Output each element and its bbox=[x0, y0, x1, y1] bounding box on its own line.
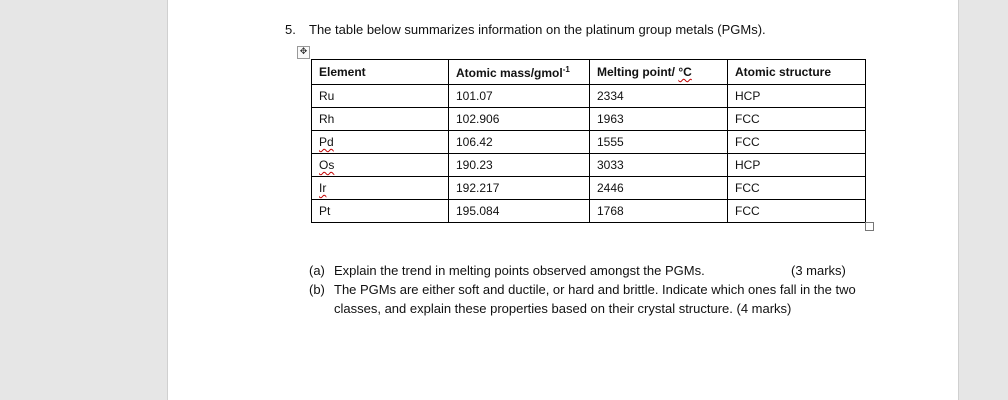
header-structure: Atomic structure bbox=[728, 60, 866, 85]
cell-structure: FCC bbox=[728, 200, 866, 223]
cell-mass: 102.906 bbox=[449, 108, 590, 131]
cell-structure: FCC bbox=[728, 177, 866, 200]
cell-mass: 192.217 bbox=[449, 177, 590, 200]
cell-mass: 106.42 bbox=[449, 131, 590, 154]
pgm-table bbox=[311, 59, 866, 223]
part-a-label: (a) bbox=[309, 263, 325, 278]
cell-element bbox=[312, 177, 449, 200]
header-atomic-mass-exponent: -1 bbox=[562, 64, 570, 74]
header-element: Element bbox=[312, 60, 449, 85]
table-resize-icon[interactable] bbox=[865, 222, 874, 231]
cell-melting: 1555 bbox=[590, 131, 728, 154]
header-melting-label: Melting point/ bbox=[597, 65, 679, 79]
table-row bbox=[312, 85, 866, 108]
header-atomic-mass bbox=[449, 60, 590, 85]
part-b-label: (b) bbox=[309, 282, 325, 297]
cell-melting: 1768 bbox=[590, 200, 728, 223]
header-atomic-mass-label: Atomic mass/gmol bbox=[456, 65, 563, 80]
header-melting-unit: °C bbox=[678, 65, 692, 79]
cell-element bbox=[312, 131, 449, 154]
cell-element: Pt bbox=[312, 200, 449, 223]
header-melting-point bbox=[590, 60, 728, 85]
table-header-row bbox=[312, 60, 866, 85]
part-a-marks: (3 marks) bbox=[791, 263, 846, 278]
cell-melting: 3033 bbox=[590, 154, 728, 177]
part-b-text: The PGMs are either soft and ductile, or hard and brittle. Indicate which ones fall in the two classes, and explain these properties based on their crystal structure. (4 marks) bbox=[334, 282, 856, 316]
cell-structure: HCP bbox=[728, 154, 866, 177]
part-a bbox=[309, 261, 869, 280]
cell-element: Rh bbox=[312, 108, 449, 131]
cell-melting: 1963 bbox=[590, 108, 728, 131]
cell-element-text: Ir bbox=[319, 181, 327, 195]
cell-mass: 101.07 bbox=[449, 85, 590, 108]
question-line bbox=[285, 22, 766, 37]
cell-element bbox=[312, 154, 449, 177]
table-row bbox=[312, 200, 866, 223]
cell-element: Ru bbox=[312, 85, 449, 108]
question-text: The table below summarizes information on the platinum group metals (PGMs). bbox=[309, 22, 766, 37]
table-row bbox=[312, 177, 866, 200]
table-row bbox=[312, 131, 866, 154]
cell-structure: HCP bbox=[728, 85, 866, 108]
part-a-text: Explain the trend in melting points observed amongst the PGMs. bbox=[334, 263, 705, 278]
move-arrows-icon[interactable]: ✥ bbox=[297, 46, 310, 59]
part-b bbox=[309, 280, 869, 318]
question-number: 5. bbox=[285, 22, 296, 37]
table-row bbox=[312, 154, 866, 177]
question-parts bbox=[309, 261, 869, 318]
cell-mass: 190.23 bbox=[449, 154, 590, 177]
cell-melting: 2334 bbox=[590, 85, 728, 108]
cell-structure: FCC bbox=[728, 131, 866, 154]
table-row bbox=[312, 108, 866, 131]
document-page bbox=[167, 0, 959, 400]
cell-element-text: Pd bbox=[319, 135, 334, 149]
cell-element-text: Os bbox=[319, 158, 335, 172]
cell-melting: 2446 bbox=[590, 177, 728, 200]
cell-structure: FCC bbox=[728, 108, 866, 131]
cell-mass: 195.084 bbox=[449, 200, 590, 223]
